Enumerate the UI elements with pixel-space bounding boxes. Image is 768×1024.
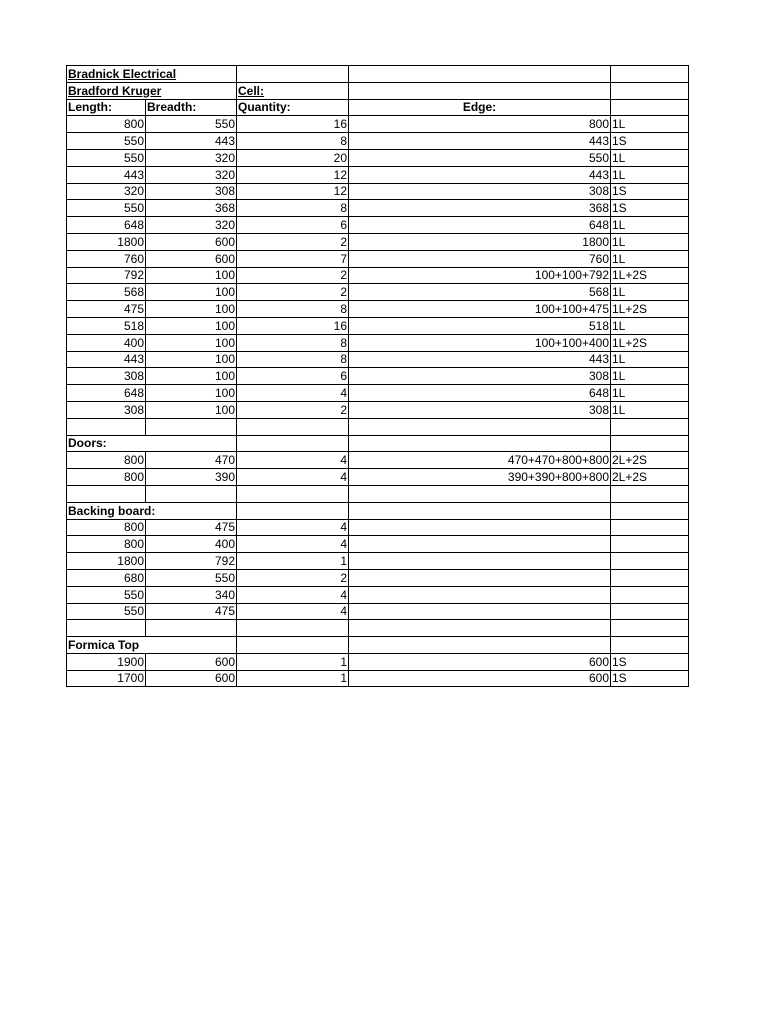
edge-cell xyxy=(349,603,611,620)
length-cell: 1800 xyxy=(67,553,146,570)
edge-cell: 568 xyxy=(349,284,611,301)
quantity-cell: 4 xyxy=(237,452,349,469)
edge-cell: 648 xyxy=(349,385,611,402)
breadth-cell: 100 xyxy=(146,301,237,318)
quantity-cell: 6 xyxy=(237,217,349,234)
quantity-cell: 8 xyxy=(237,133,349,150)
empty-cell xyxy=(237,435,349,452)
length-header: Length: xyxy=(67,99,146,116)
length-cell: 800 xyxy=(67,452,146,469)
table-row xyxy=(67,653,689,670)
quantity-cell: 20 xyxy=(237,149,349,166)
length-cell: 518 xyxy=(67,317,146,334)
quantity-cell: 2 xyxy=(237,233,349,250)
table-row xyxy=(67,452,689,469)
quantity-cell: 1 xyxy=(237,553,349,570)
edge-code-cell: 1L+2S xyxy=(611,267,689,284)
table-row xyxy=(67,603,689,620)
table-row xyxy=(67,149,689,166)
quantity-cell: 2 xyxy=(237,569,349,586)
doors-section-title: Doors: xyxy=(67,435,237,452)
edge-cell: 648 xyxy=(349,217,611,234)
edge-cell xyxy=(349,553,611,570)
cell-label: Cell: xyxy=(237,82,349,99)
client-name: Bradford Kruger xyxy=(67,82,237,99)
table-row xyxy=(67,569,689,586)
edge-cell: 600 xyxy=(349,670,611,687)
edge-cell: 100+100+475 xyxy=(349,301,611,318)
edge-cell: 100+100+400 xyxy=(349,334,611,351)
length-cell: 648 xyxy=(67,217,146,234)
empty-cell xyxy=(67,485,146,502)
quantity-cell: 1 xyxy=(237,670,349,687)
empty-cell xyxy=(67,620,146,637)
empty-cell xyxy=(237,502,349,519)
edge-code-cell xyxy=(611,553,689,570)
edge-code-cell: 1L xyxy=(611,368,689,385)
table-row xyxy=(67,519,689,536)
header-row xyxy=(67,99,689,116)
table-row xyxy=(67,670,689,687)
length-cell: 648 xyxy=(67,385,146,402)
edge-cell: 308 xyxy=(349,401,611,418)
table-row xyxy=(67,267,689,284)
edge-code-cell: 2L+2S xyxy=(611,452,689,469)
edge-cell: 443 xyxy=(349,351,611,368)
blank-row xyxy=(67,418,689,435)
length-cell: 1900 xyxy=(67,653,146,670)
edge-code-cell xyxy=(611,569,689,586)
length-cell: 550 xyxy=(67,133,146,150)
edge-code-cell: 1L xyxy=(611,116,689,133)
edge-code-cell: 1L xyxy=(611,233,689,250)
quantity-cell: 7 xyxy=(237,250,349,267)
quantity-cell: 8 xyxy=(237,351,349,368)
table-row xyxy=(67,116,689,133)
empty-cell xyxy=(349,418,611,435)
table-row xyxy=(67,536,689,553)
table-row xyxy=(67,385,689,402)
empty-cell xyxy=(67,418,146,435)
quantity-cell: 16 xyxy=(237,116,349,133)
breadth-cell: 475 xyxy=(146,519,237,536)
quantity-header: Quantity: xyxy=(237,99,349,116)
company-row xyxy=(67,66,689,83)
breadth-cell: 550 xyxy=(146,116,237,133)
breadth-cell: 320 xyxy=(146,217,237,234)
table-row xyxy=(67,301,689,318)
edge-code-cell xyxy=(611,519,689,536)
empty-cell xyxy=(237,637,349,654)
blank-row xyxy=(67,620,689,637)
breadth-cell: 100 xyxy=(146,267,237,284)
length-cell: 400 xyxy=(67,334,146,351)
quantity-cell: 2 xyxy=(237,284,349,301)
quantity-cell: 4 xyxy=(237,469,349,486)
empty-cell xyxy=(349,620,611,637)
table-row xyxy=(67,368,689,385)
edge-cell: 443 xyxy=(349,166,611,183)
edge-code-cell: 1S xyxy=(611,670,689,687)
edge-cell: 800 xyxy=(349,116,611,133)
length-cell: 443 xyxy=(67,166,146,183)
quantity-cell: 4 xyxy=(237,385,349,402)
length-cell: 320 xyxy=(67,183,146,200)
empty-cell xyxy=(146,620,237,637)
length-cell: 800 xyxy=(67,519,146,536)
breadth-cell: 320 xyxy=(146,149,237,166)
edge-code-cell xyxy=(611,586,689,603)
edge-cell xyxy=(349,569,611,586)
empty-cell xyxy=(349,502,611,519)
table-row xyxy=(67,233,689,250)
empty-cell xyxy=(146,418,237,435)
breadth-cell: 600 xyxy=(146,233,237,250)
length-cell: 550 xyxy=(67,603,146,620)
edge-cell xyxy=(349,586,611,603)
edge-cell: 600 xyxy=(349,653,611,670)
client-row xyxy=(67,82,689,99)
empty-cell xyxy=(237,418,349,435)
breadth-cell: 550 xyxy=(146,569,237,586)
empty-cell xyxy=(611,620,689,637)
breadth-cell: 600 xyxy=(146,670,237,687)
company-name: Bradnick Electrical xyxy=(67,66,237,83)
table-row xyxy=(67,284,689,301)
empty-cell xyxy=(237,620,349,637)
empty-cell xyxy=(611,435,689,452)
breadth-cell: 100 xyxy=(146,284,237,301)
edge-cell: 550 xyxy=(349,149,611,166)
breadth-cell: 100 xyxy=(146,351,237,368)
breadth-cell: 340 xyxy=(146,586,237,603)
breadth-cell: 600 xyxy=(146,653,237,670)
empty-cell xyxy=(611,66,689,83)
empty-cell xyxy=(611,99,689,116)
edge-cell: 470+470+800+800 xyxy=(349,452,611,469)
quantity-cell: 4 xyxy=(237,519,349,536)
edge-cell: 518 xyxy=(349,317,611,334)
length-cell: 550 xyxy=(67,200,146,217)
backing-section-row xyxy=(67,502,689,519)
breadth-cell: 100 xyxy=(146,401,237,418)
length-cell: 792 xyxy=(67,267,146,284)
length-cell: 550 xyxy=(67,149,146,166)
empty-cell xyxy=(611,485,689,502)
empty-cell xyxy=(237,66,349,83)
length-cell: 800 xyxy=(67,116,146,133)
edge-cell: 443 xyxy=(349,133,611,150)
empty-cell xyxy=(611,82,689,99)
length-cell: 308 xyxy=(67,368,146,385)
edge-cell xyxy=(349,536,611,553)
length-cell: 308 xyxy=(67,401,146,418)
edge-cell: 1800 xyxy=(349,233,611,250)
table-row xyxy=(67,553,689,570)
edge-code-cell: 1L+2S xyxy=(611,334,689,351)
quantity-cell: 4 xyxy=(237,536,349,553)
breadth-cell: 390 xyxy=(146,469,237,486)
edge-code-cell: 1S xyxy=(611,653,689,670)
breadth-cell: 100 xyxy=(146,385,237,402)
cut-list-sheet xyxy=(66,65,689,687)
edge-header: Edge: xyxy=(349,99,611,116)
breadth-cell: 320 xyxy=(146,166,237,183)
formica-section-row xyxy=(67,637,689,654)
quantity-cell: 16 xyxy=(237,317,349,334)
breadth-cell: 100 xyxy=(146,334,237,351)
quantity-cell: 8 xyxy=(237,200,349,217)
edge-code-cell: 1L xyxy=(611,284,689,301)
edge-cell: 390+390+800+800 xyxy=(349,469,611,486)
breadth-cell: 400 xyxy=(146,536,237,553)
quantity-cell: 1 xyxy=(237,653,349,670)
doors-section-row xyxy=(67,435,689,452)
quantity-cell: 4 xyxy=(237,603,349,620)
quantity-cell: 6 xyxy=(237,368,349,385)
edge-code-cell: 1L xyxy=(611,217,689,234)
empty-cell xyxy=(349,637,611,654)
edge-cell: 368 xyxy=(349,200,611,217)
breadth-cell: 470 xyxy=(146,452,237,469)
table-row xyxy=(67,250,689,267)
table-row xyxy=(67,317,689,334)
edge-code-cell: 1L xyxy=(611,149,689,166)
edge-code-cell: 1S xyxy=(611,200,689,217)
breadth-cell: 100 xyxy=(146,368,237,385)
blank-row xyxy=(67,485,689,502)
edge-code-cell: 1L xyxy=(611,351,689,368)
breadth-cell: 100 xyxy=(146,317,237,334)
edge-cell: 100+100+792 xyxy=(349,267,611,284)
edge-code-cell xyxy=(611,603,689,620)
quantity-cell: 12 xyxy=(237,166,349,183)
empty-cell xyxy=(611,418,689,435)
edge-code-cell: 1L+2S xyxy=(611,301,689,318)
length-cell: 800 xyxy=(67,536,146,553)
empty-cell xyxy=(349,66,611,83)
quantity-cell: 8 xyxy=(237,334,349,351)
empty-cell xyxy=(349,485,611,502)
empty-cell xyxy=(349,435,611,452)
empty-cell xyxy=(146,485,237,502)
quantity-cell: 2 xyxy=(237,401,349,418)
breadth-cell: 443 xyxy=(146,133,237,150)
edge-code-cell: 1L xyxy=(611,250,689,267)
quantity-cell: 2 xyxy=(237,267,349,284)
table-row xyxy=(67,469,689,486)
formica-section-title: Formica Top xyxy=(67,637,237,654)
breadth-cell: 308 xyxy=(146,183,237,200)
edge-code-cell: 2L+2S xyxy=(611,469,689,486)
edge-code-cell: 1S xyxy=(611,183,689,200)
length-cell: 443 xyxy=(67,351,146,368)
quantity-cell: 4 xyxy=(237,586,349,603)
length-cell: 760 xyxy=(67,250,146,267)
edge-code-cell: 1L xyxy=(611,166,689,183)
length-cell: 680 xyxy=(67,569,146,586)
breadth-cell: 600 xyxy=(146,250,237,267)
table-row xyxy=(67,334,689,351)
table-row xyxy=(67,351,689,368)
empty-cell xyxy=(611,502,689,519)
edge-cell: 308 xyxy=(349,183,611,200)
table-row xyxy=(67,183,689,200)
edge-code-cell: 1L xyxy=(611,317,689,334)
sheet-body xyxy=(67,66,689,687)
empty-cell xyxy=(611,637,689,654)
breadth-cell: 475 xyxy=(146,603,237,620)
length-cell: 568 xyxy=(67,284,146,301)
edge-code-cell: 1L xyxy=(611,385,689,402)
table-row xyxy=(67,133,689,150)
length-cell: 800 xyxy=(67,469,146,486)
table-row xyxy=(67,217,689,234)
quantity-cell: 8 xyxy=(237,301,349,318)
empty-cell xyxy=(349,82,611,99)
quantity-cell: 12 xyxy=(237,183,349,200)
breadth-cell: 792 xyxy=(146,553,237,570)
length-cell: 475 xyxy=(67,301,146,318)
edge-code-cell: 1L xyxy=(611,401,689,418)
breadth-cell: 368 xyxy=(146,200,237,217)
backing-section-title: Backing board: xyxy=(67,502,237,519)
length-cell: 1700 xyxy=(67,670,146,687)
edge-code-cell xyxy=(611,536,689,553)
edge-cell xyxy=(349,519,611,536)
length-cell: 550 xyxy=(67,586,146,603)
edge-cell: 760 xyxy=(349,250,611,267)
edge-code-cell: 1S xyxy=(611,133,689,150)
edge-cell: 308 xyxy=(349,368,611,385)
table-row xyxy=(67,586,689,603)
table-row xyxy=(67,200,689,217)
table-row xyxy=(67,166,689,183)
breadth-header: Breadth: xyxy=(146,99,237,116)
table-row xyxy=(67,401,689,418)
empty-cell xyxy=(237,485,349,502)
length-cell: 1800 xyxy=(67,233,146,250)
